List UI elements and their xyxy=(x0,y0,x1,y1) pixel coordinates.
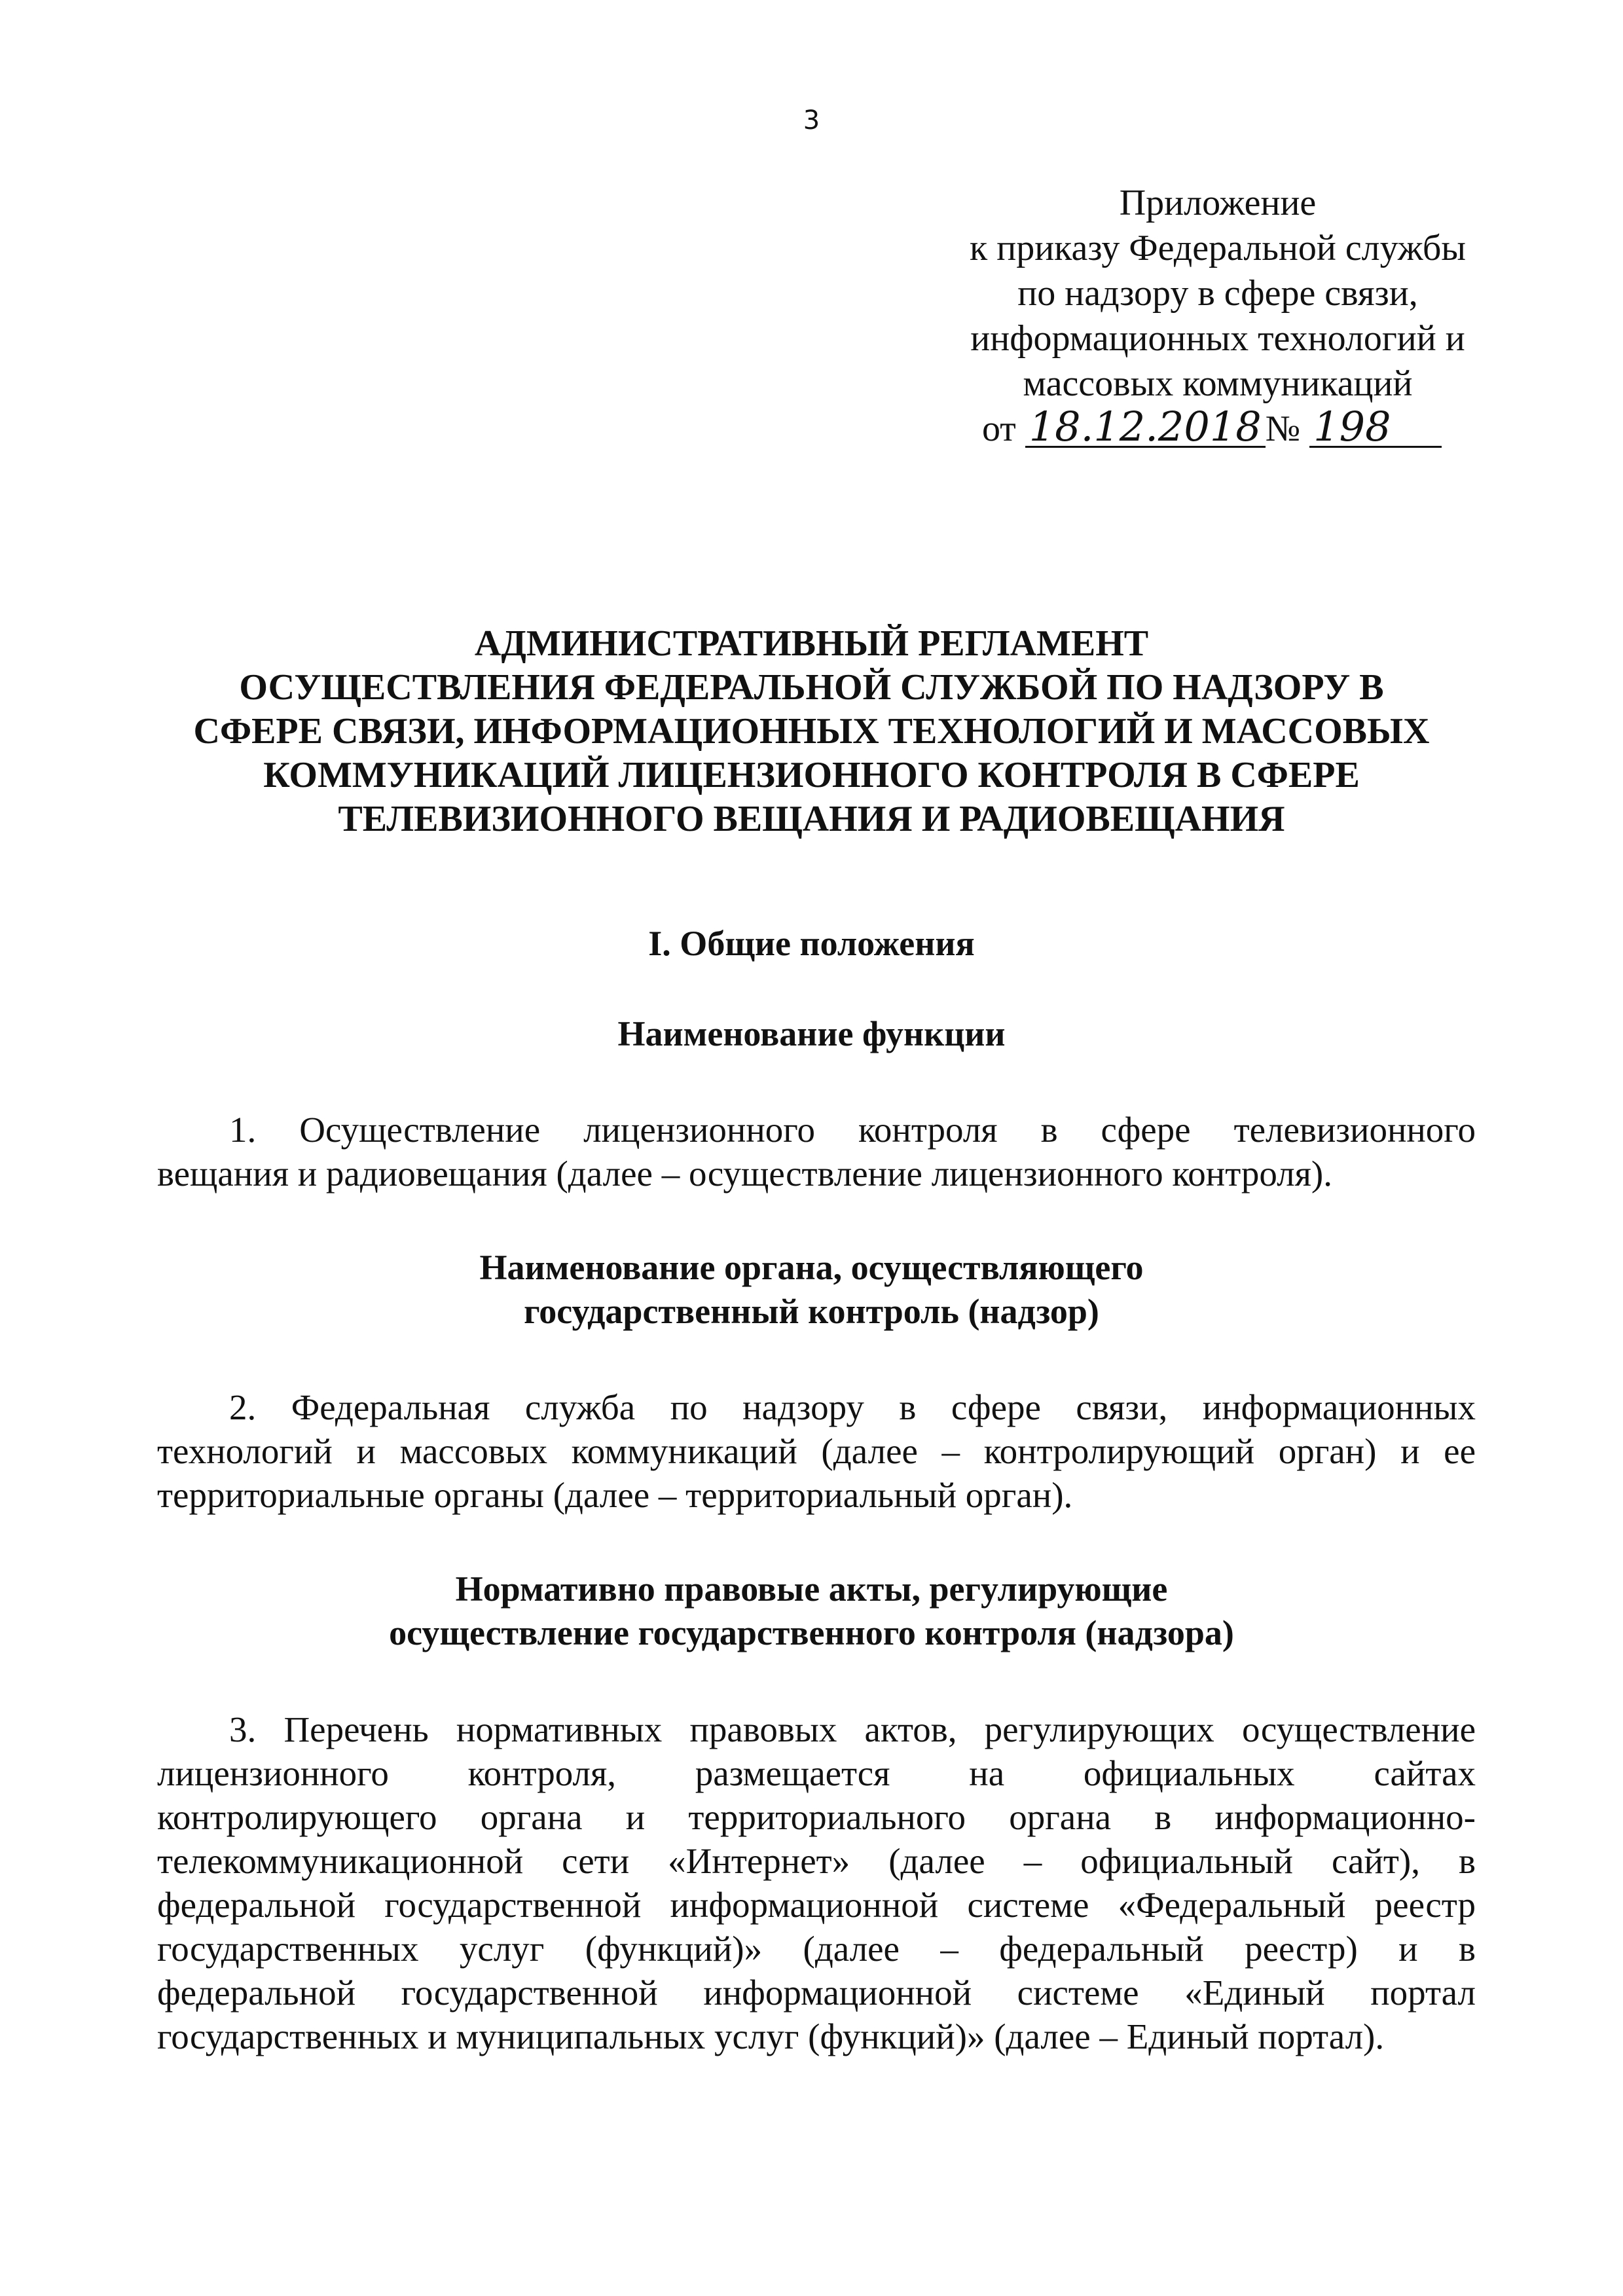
page-number: 3 xyxy=(803,105,820,136)
order-number-handwritten: 198 xyxy=(1309,408,1442,448)
heading-text: Наименование органа, осуществляющего xyxy=(479,1248,1144,1287)
appendix-line: массовых коммуникаций xyxy=(1023,363,1413,404)
order-prefix: от xyxy=(982,409,1016,449)
appendix-line: по надзору в сфере связи, xyxy=(1017,273,1418,314)
appendix-line: к приказу Федеральной службы xyxy=(970,228,1466,268)
heading-text: осуществление государственного контроля (надзора) xyxy=(389,1613,1234,1652)
paragraph-line: федеральной государственной информационной системе «Единый портал xyxy=(157,1973,1476,2013)
paragraph-line: федеральной государственной информационной системе «Федеральный реестр xyxy=(157,1885,1476,1925)
paragraph-line: вещания и радиовещания (далее – осуществление лицензионного контроля). xyxy=(157,1154,1332,1194)
title-line: ТЕЛЕВИЗИОННОГО ВЕЩАНИЯ И РАДИОВЕЩАНИЯ xyxy=(338,799,1285,839)
paragraph-2 xyxy=(157,1385,1476,1517)
appendix-line: информационных технологий и xyxy=(970,318,1465,359)
order-number-label: № xyxy=(1265,409,1301,449)
title-line: ОСУЩЕСТВЛЕНИЯ ФЕДЕРАЛЬНОЙ СЛУЖБОЙ ПО НАДЗОРУ В xyxy=(239,667,1384,708)
appendix-block xyxy=(936,181,1499,452)
title-line: СФЕРЕ СВЯЗИ, ИНФОРМАЦИОННЫХ ТЕХНОЛОГИЙ И МАССОВЫХ xyxy=(193,711,1430,752)
paragraph-line: технологий и массовых коммуникаций (далее – контролирующий орган) и ее xyxy=(157,1431,1476,1471)
paragraph-line: государственных и муниципальных услуг (функций)» (далее – Единый портал). xyxy=(157,2016,1385,2056)
paragraph-3 xyxy=(157,1707,1476,2058)
heading-function-name xyxy=(118,1012,1505,1056)
paragraph-line: 2. Федеральная служба по надзору в сфере связи, информационных xyxy=(229,1387,1476,1427)
appendix-line: Приложение xyxy=(1119,183,1317,223)
paragraph-line: контролирующего органа и территориального органа в информационно- xyxy=(157,1797,1476,1837)
document-title xyxy=(118,622,1505,841)
title-line: КОММУНИКАЦИЙ ЛИЦЕНЗИОННОГО КОНТРОЛЯ В СФЕРЕ xyxy=(263,755,1360,795)
section-heading xyxy=(118,922,1505,966)
paragraph-line: государственных услуг (функций)» (далее – федеральный реестр) и в xyxy=(157,1929,1476,1969)
heading-body-name xyxy=(118,1246,1505,1334)
order-reference xyxy=(936,403,1499,452)
heading-text: Нормативно правовые акты, регулирующие xyxy=(455,1569,1168,1609)
paragraph-line: территориальные органы (далее – территориальный орган). xyxy=(157,1475,1073,1515)
heading-legal-acts xyxy=(118,1567,1505,1655)
order-date-handwritten: 18.12.2018 xyxy=(1025,408,1266,448)
paragraph-line: 1. Осуществление лицензионного контроля в сфере телевизионного xyxy=(229,1110,1476,1150)
section-heading-text: I. Общие положения xyxy=(648,924,975,963)
title-line: АДМИНИСТРАТИВНЫЙ РЕГЛАМЕНТ xyxy=(474,623,1149,664)
paragraph-line: телекоммуникационной сети «Интернет» (далее – официальный сайт), в xyxy=(157,1841,1476,1881)
paragraph-line: лицензионного контроля, размещается на официальных сайтах xyxy=(157,1753,1476,1793)
heading-text: государственный контроль (надзор) xyxy=(524,1292,1099,1331)
paragraph-1 xyxy=(157,1108,1476,1195)
heading-text: Наименование функции xyxy=(617,1014,1006,1053)
paragraph-line: 3. Перечень нормативных правовых актов, регулирующих осуществление xyxy=(229,1709,1476,1749)
